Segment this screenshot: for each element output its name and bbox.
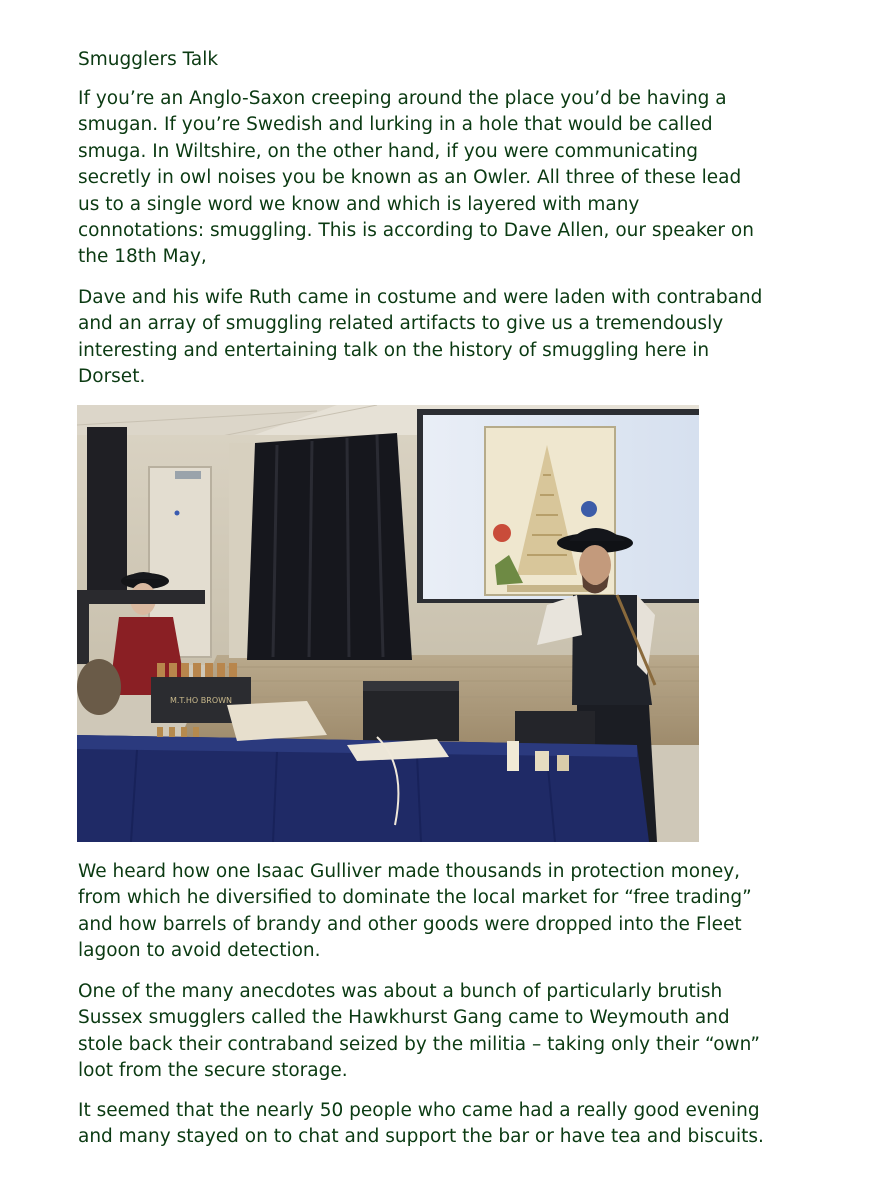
- text-line: smuga. In Wiltshire, on the other hand, if you were communicating: [78, 140, 699, 162]
- chest-label-text: M.T.HO BROWN: [169, 696, 233, 705]
- text-line: lagoon to avoid detection.: [78, 940, 321, 962]
- text-line: Sussex smugglers called the Hawkhurst Gang came to Weymouth and: [78, 1007, 730, 1029]
- text-line: the 18th May,: [78, 246, 207, 268]
- paragraph-gulliver: [78, 859, 798, 965]
- text-line: One of the many anecdotes was about a bunch of particularly brutish: [78, 981, 723, 1002]
- text-line: smugan. If you’re Swedish and lurking in a hole that would be called: [78, 114, 713, 136]
- text-line: and an array of smuggling related artifacts to give us a tremendously: [78, 313, 724, 335]
- paragraph-hawkhurst: [78, 979, 798, 1085]
- paragraph-closing: [78, 1098, 798, 1151]
- text-line: connotations: smuggling. This is according to Dave Allen, our speaker on: [78, 220, 754, 242]
- text-line: us to a single word we know and which is layered with many: [78, 193, 640, 215]
- text-line: interesting and entertaining talk on the history of smuggling here in: [78, 339, 710, 361]
- text-line: and many stayed on to chat and support the bar or have tea and biscuits.: [78, 1126, 764, 1148]
- text-line: from which he diversified to dominate the local market for “free trading”: [78, 887, 752, 909]
- article-title: Smugglers Talk: [78, 49, 219, 70]
- paragraph-costume: [78, 285, 798, 391]
- text-line: We heard how one Isaac Gulliver made thousands in protection money,: [78, 861, 741, 882]
- text-line: Dave and his wife Ruth came in costume and were laden with contraband: [78, 287, 763, 308]
- paragraph-intro: [78, 86, 798, 271]
- text-line: It seemed that the nearly 50 people who came had a really good evening: [78, 1100, 760, 1121]
- text-line: secretly in owl noises you be known as an Owler. All three of these lead: [78, 167, 742, 189]
- text-line: and how barrels of brandy and other goods were dropped into the Fleet: [78, 913, 742, 935]
- text-line: loot from the secure storage.: [78, 1060, 348, 1082]
- text-line: Dorset.: [78, 366, 146, 388]
- text-line: stole back their contraband seized by the militia – taking only their “own”: [78, 1033, 760, 1055]
- text-line: If you’re an Anglo-Saxon creeping around the place you’d be having a: [78, 88, 727, 109]
- talk-photo: [77, 405, 699, 842]
